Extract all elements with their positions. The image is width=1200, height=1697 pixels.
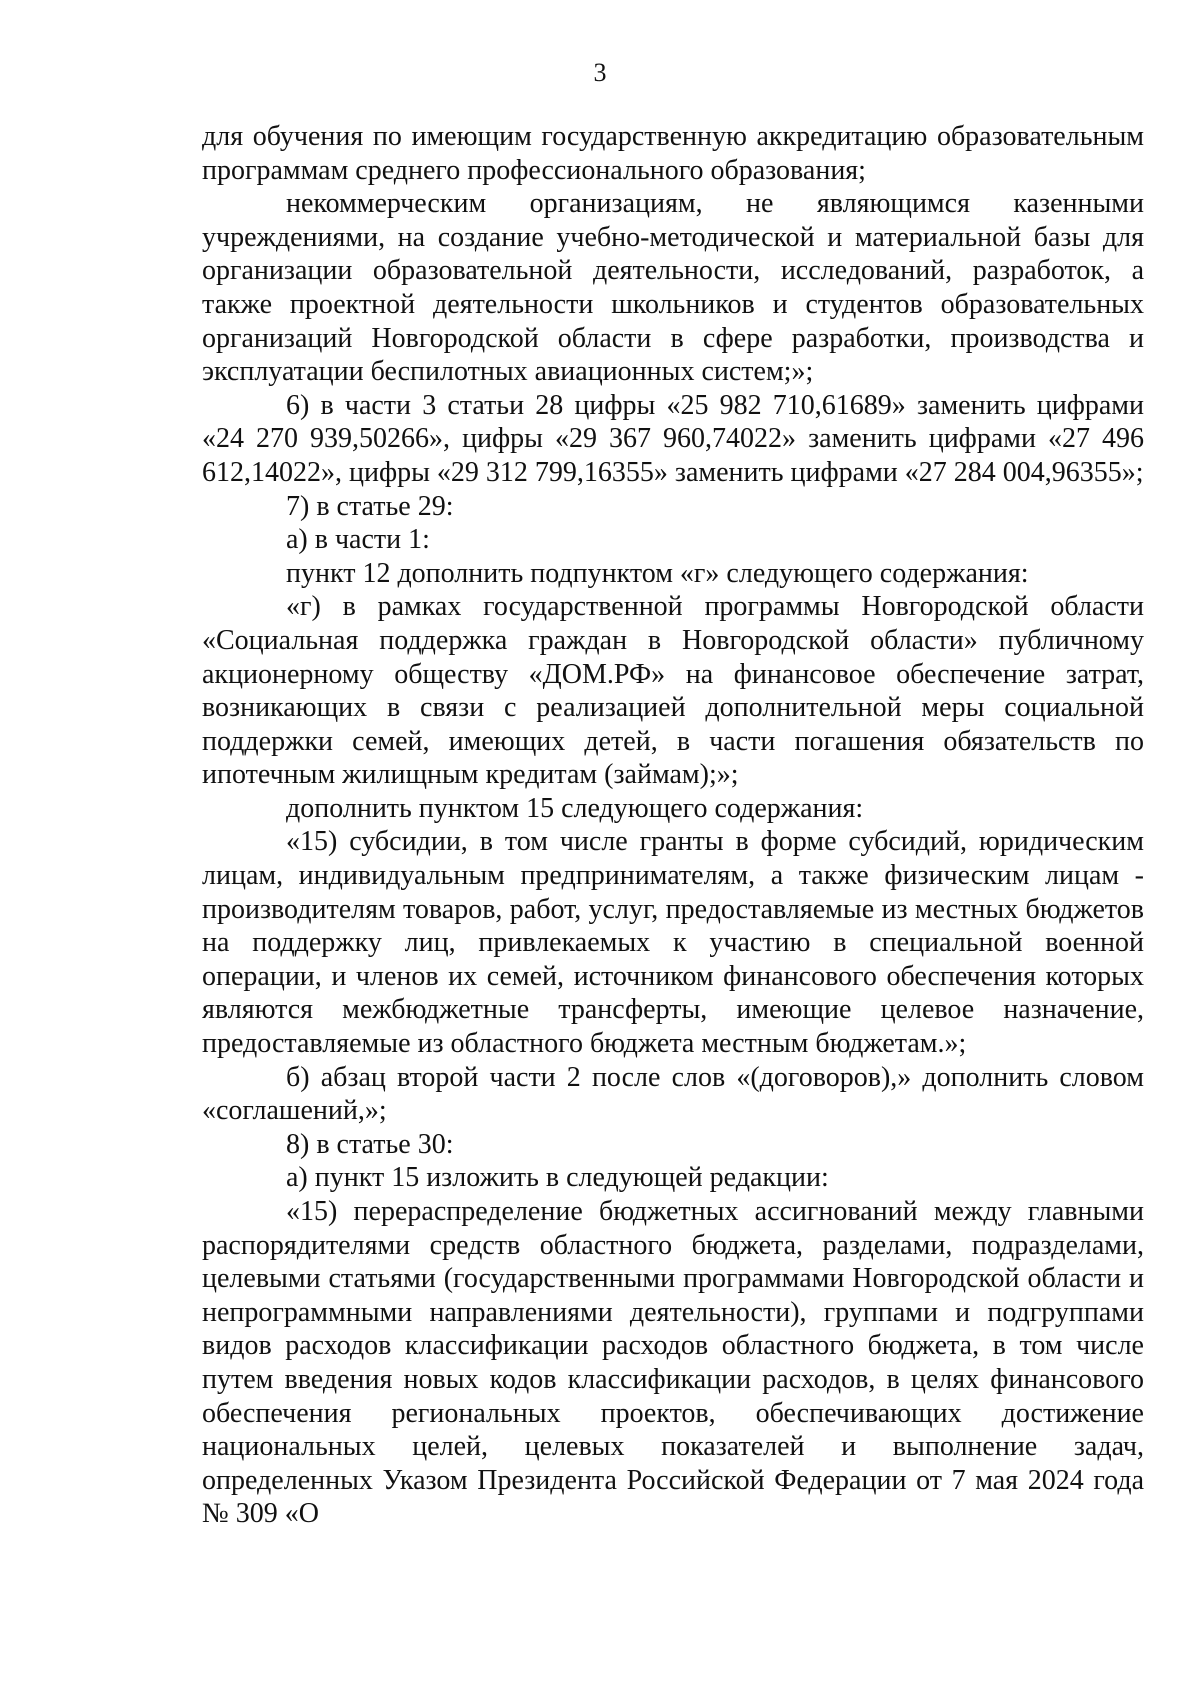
paragraph: 7) в статье 29:: [286, 490, 454, 522]
paragraph: дополнить пунктом 15 следующего содержания:: [286, 792, 864, 824]
paragraph: некоммерческим организациям, не являющимся казенными учреждениями, на создание учебно-методической и материальной базы для организации образовательной деятельности, исследований, разработок, а также проектной деятельности школьников и студентов образовательных организаций Новгородской области в сфере разработки, производства и эксплуатации беспилотных авиационных систем;»;: [202, 188, 1144, 388]
paragraph: «15) перераспределение бюджетных ассигнований между главными распорядителями средств областного бюджета, разделами, подразделами, целевыми статьями (государственными программами Новгородской области и непрограммными направлениями деятельности), группами и подгруппами видов расходов классификации расходов областного бюджета, в том числе путем введения новых кодов классификации расходов, в целях финансового обеспечения региональных проектов, обеспечивающих достижение национальных целей, целевых показателей и выполнение задач, определенных Указом Президента Российской Федерации от 7 мая 2024 года № 309 «О: [202, 1196, 1144, 1530]
paragraph: 8) в статье 30:: [286, 1128, 454, 1160]
paragraph: б) абзац второй части 2 после слов «(договоров),» дополнить словом «соглашений,»;: [202, 1061, 1144, 1127]
paragraph: «г) в рамках государственной программы Новгородской области «Социальная поддержка граждан в Новгородской области» публичному акционерному обществу «ДОМ.РФ» на финансовое обеспечение затрат, возникающих в связи с реализацией дополнительной меры социальной поддержки семей, имеющих детей, в части погашения обязательств по ипотечным жилищным кредитам (займам);»;: [202, 591, 1144, 791]
paragraph: а) в части 1:: [286, 524, 430, 556]
paragraph: а) пункт 15 изложить в следующей редакции:: [286, 1162, 829, 1194]
document-body: [202, 120, 1144, 1531]
paragraph: для обучения по имеющим государственную аккредитацию образовательным программам среднего профессионального образования;: [202, 121, 1144, 186]
paragraph: «15) субсидии, в том числе гранты в форме субсидий, юридическим лицам, индивидуальным предпринимателям, а также физическим лицам - производителям товаров, работ, услуг, предоставляемые из местных бюджетов на поддержку лиц, привлекаемых к участию в специальной военной операции, и членов их семей, источником финансового обеспечения которых являются межбюджетные трансферты, имеющие целевое назначение, предоставляемые из областного бюджета местным бюджетам.»;: [202, 826, 1144, 1060]
paragraph: пункт 12 дополнить подпунктом «г» следующего содержания:: [286, 557, 1029, 589]
page-number: 3: [593, 58, 607, 87]
paragraph: 6) в части 3 статьи 28 цифры «25 982 710,61689» заменить цифрами «24 270 939,50266», цифры «29 367 960,74022» заменить цифрами «27 496 612,14022», цифры «29 312 799,16355» заменить цифрами «27 284 004,96355»;: [202, 389, 1144, 488]
